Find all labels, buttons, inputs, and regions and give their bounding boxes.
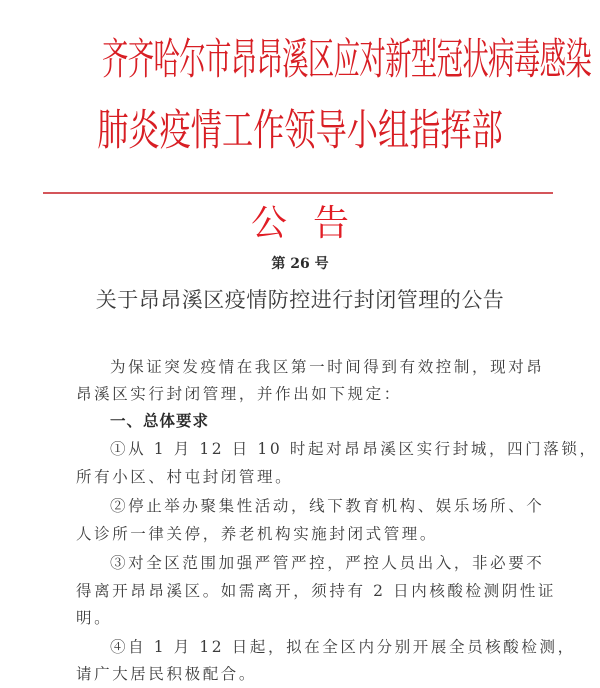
- item-1-line-1: ①从 1 月 12 日 10 时起对昂昂溪区实行封城，四门落锁，: [110, 440, 598, 458]
- intro-paragraph-line-2: 昂溪区实行封闭管理，并作出如下规定：: [76, 385, 402, 403]
- notice-subject: 关于昂昂溪区疫情防控进行封闭管理的公告: [95, 288, 505, 312]
- item-4-line-1: ④自 1 月 12 日起，拟在全区内分别开展全员核酸检测，: [110, 638, 576, 656]
- issuing-authority-line-2: 肺炎疫情工作领导小组指挥部: [97, 106, 503, 156]
- item-2-line-2: 人诊所一律关停，养老机构实施封闭式管理。: [76, 525, 439, 543]
- item-1-line-2: 所有小区、村屯封闭管理。: [76, 468, 294, 486]
- item-3-line-3: 明。: [76, 609, 113, 627]
- item-4-line-2: 请广大居民积极配合。: [76, 665, 258, 683]
- section-heading-general-requirements: 一、总体要求: [110, 412, 210, 430]
- item-3-line-2: 得离开昂昂溪区。如需离开，须持有 2 日内核酸检测阴性证: [76, 582, 557, 600]
- issuing-authority-line-1: 齐齐哈尔市昂昂溪区应对新型冠状病毒感染: [101, 35, 592, 85]
- notice-title: 公告: [250, 203, 375, 244]
- red-divider-rule: [43, 192, 553, 194]
- intro-paragraph-line-1: 为保证突发疫情在我区第一时间得到有效控制，现对昂: [110, 358, 545, 376]
- item-3-line-1: ③对全区范围加强严管严控，严控人员出入，非必要不: [110, 554, 545, 572]
- item-2-line-1: ②停止举办聚集性活动，线下教育机构、娱乐场所、个: [110, 497, 545, 515]
- document-number: 第 26 号: [271, 256, 329, 272]
